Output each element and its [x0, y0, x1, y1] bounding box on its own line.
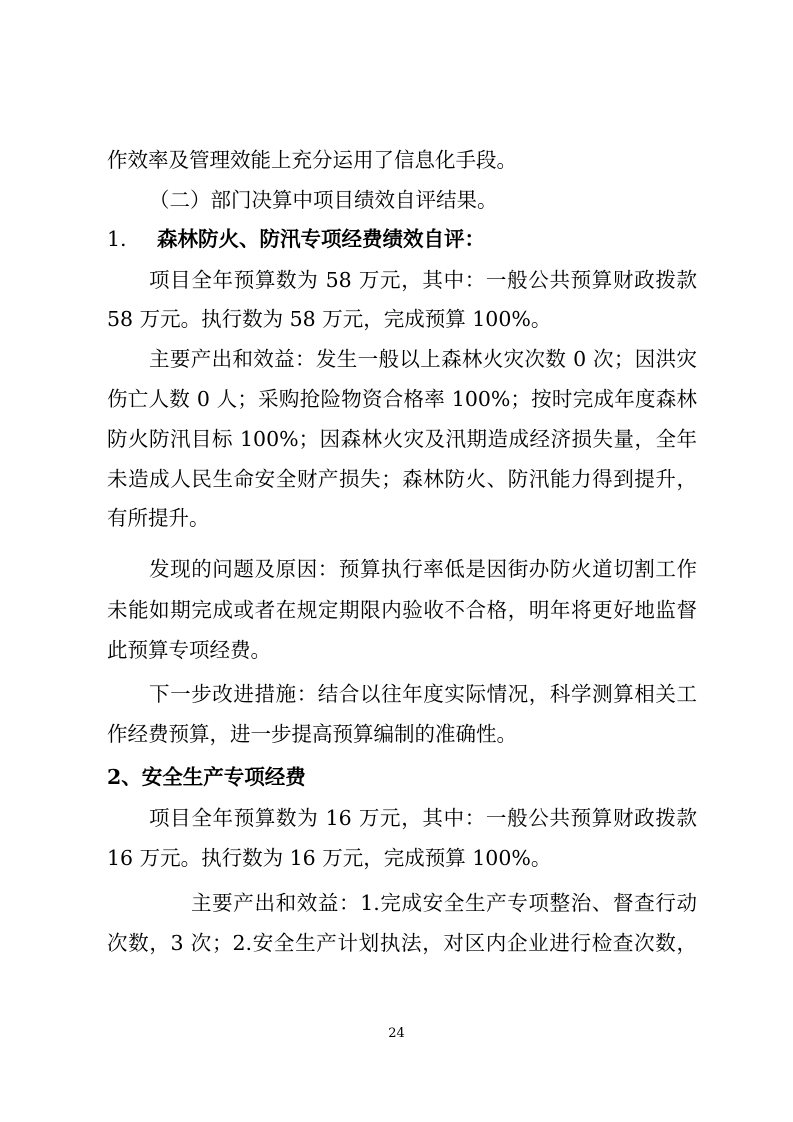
page-number: 24 [388, 1026, 405, 1041]
paragraph-line: 未造成人民生命安全财产损失；森林防火、防汛能力得到提升， [107, 467, 697, 491]
paragraph-line: 发现的问题及原因：预算执行率低是因街办防火道切割工作 [149, 557, 697, 581]
paragraph-line: 项目全年预算数为 58 万元，其中：一般公共预算财政拨款 [149, 268, 697, 292]
paragraph-line: 次数，3 次；2.安全生产计划执法，对区内企业进行检查次数， [107, 931, 697, 955]
paragraph-line: 主要产出和效益：发生一般以上森林火灾次数 0 次；因洪灾 [149, 347, 697, 371]
paragraph-line: 16 万元。执行数为 16 万元，完成预算 100%。 [107, 846, 552, 870]
paragraph-line: 58 万元。执行数为 58 万元，完成预算 100%。 [107, 307, 552, 331]
paragraph-line: 未能如期完成或者在规定期限内验收不合格，明年将更好地监督 [107, 598, 697, 622]
paragraph-line: 作经费预算，进一步提高预算编制的准确性。 [107, 722, 517, 746]
paragraph-line: 主要产出和效益：1.完成安全生产专项整治、督查行动 [191, 891, 697, 915]
paragraph-line: 作效率及管理效能上充分运用了信息化手段。 [107, 148, 517, 172]
paragraph-line: 下一步改进措施：结合以往年度实际情况，科学测算相关工 [149, 682, 697, 706]
paragraph-line: 此预算专项经费。 [107, 638, 271, 662]
paragraph-line: 防火防汛目标 100%；因森林火灾及汛期造成经济损失量，全年 [107, 427, 697, 451]
heading-forest-fire: 森林防火、防汛专项经费绩效自评： [157, 227, 485, 251]
paragraph-line: 伤亡人数 0 人；采购抢险物资合格率 100%；按时完成年度森林 [107, 387, 697, 411]
section-subtitle: （二）部门决算中项目绩效自评结果。 [149, 188, 498, 212]
heading-safety-production: 2、安全生产专项经费 [107, 765, 306, 789]
paragraph-line: 项目全年预算数为 16 万元，其中：一般公共预算财政拨款 [149, 806, 697, 830]
paragraph-line: 有所提升。 [107, 506, 210, 530]
heading-number: 1. [107, 227, 127, 251]
